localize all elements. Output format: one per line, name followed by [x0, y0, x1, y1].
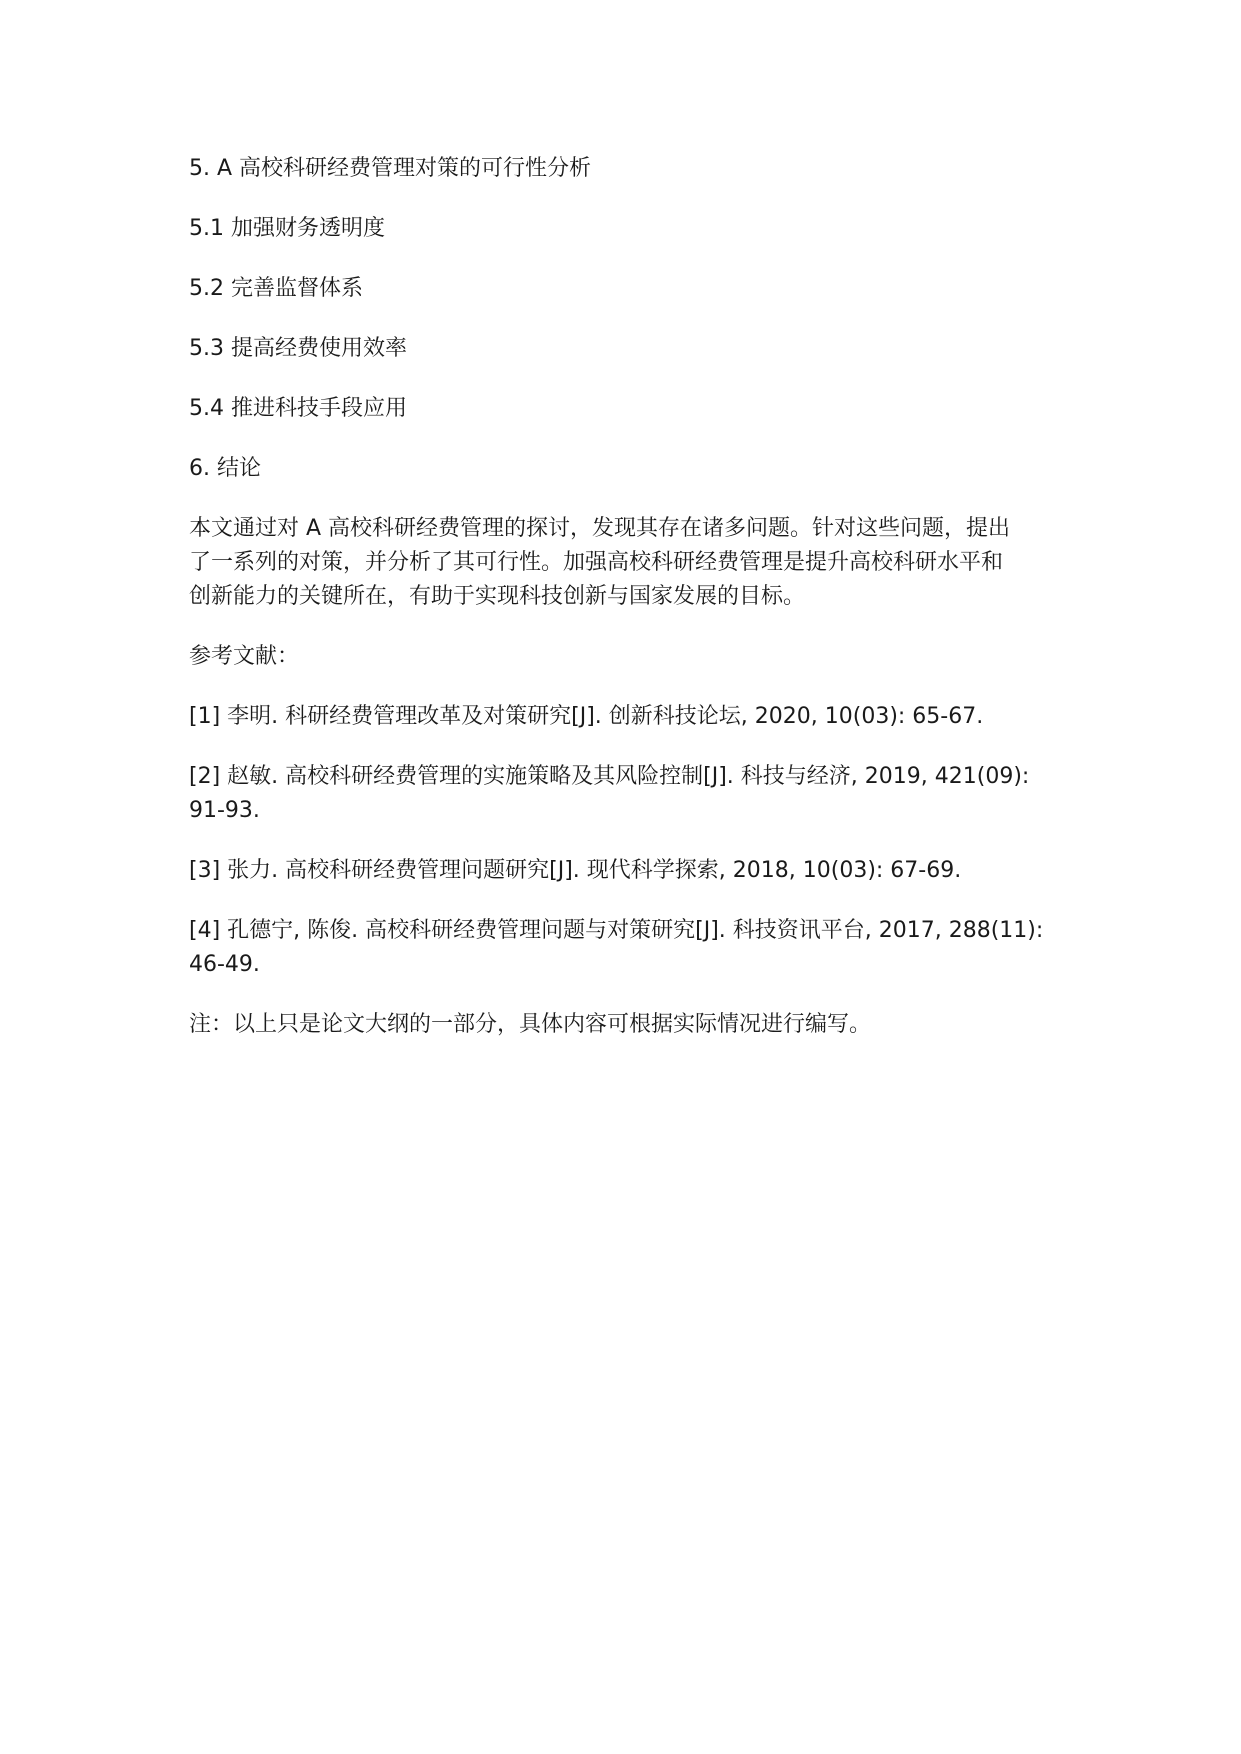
- reference-item: [189, 854, 1069, 888]
- reference-line: [3] 张力. 高校科研经费管理问题研究[J]. 现代科学探索, 2018, 10(03): 67-69.: [189, 858, 962, 883]
- heading-section-6: 6. 结论: [189, 456, 261, 481]
- heading-section-5: 5. A 高校科研经费管理对策的可行性分析: [189, 156, 592, 181]
- reference-item: [189, 914, 1069, 982]
- conclusion-line: 本文通过对 A 高校科研经费管理的探讨，发现其存在诸多问题。针对这些问题，提出: [189, 516, 1011, 541]
- conclusion-line: 创新能力的关键所在，有助于实现科技创新与国家发展的目标。: [189, 584, 806, 609]
- conclusion-line: 了一系列的对策，并分析了其可行性。加强高校科研经费管理是提升高校科研水平和: [189, 550, 1004, 575]
- reference-line: 46-49.: [189, 952, 260, 977]
- reference-item: [189, 700, 1069, 734]
- note-text: 注：以上只是论文大纲的一部分，具体内容可根据实际情况进行编写。: [189, 1012, 872, 1037]
- document-content: [189, 152, 1069, 1068]
- conclusion-paragraph: [189, 512, 1069, 614]
- heading-section-5-2: 5.2 完善监督体系: [189, 276, 363, 301]
- reference-line: [2] 赵敏. 高校科研经费管理的实施策略及其风险控制[J]. 科技与经济, 2019, 421(09):: [189, 764, 1030, 789]
- reference-item: [189, 760, 1069, 828]
- heading-section-5-3: 5.3 提高经费使用效率: [189, 336, 407, 361]
- reference-line: [1] 李明. 科研经费管理改革及对策研究[J]. 创新科技论坛, 2020, 10(03): 65-67.: [189, 704, 984, 729]
- reference-line: [4] 孔德宁, 陈俊. 高校科研经费管理问题与对策研究[J]. 科技资讯平台, 2017, 288(11):: [189, 918, 1044, 943]
- references-title: 参考文献：: [189, 644, 300, 669]
- reference-line: 91-93.: [189, 798, 260, 823]
- heading-section-5-4: 5.4 推进科技手段应用: [189, 396, 407, 421]
- heading-section-5-1: 5.1 加强财务透明度: [189, 216, 385, 241]
